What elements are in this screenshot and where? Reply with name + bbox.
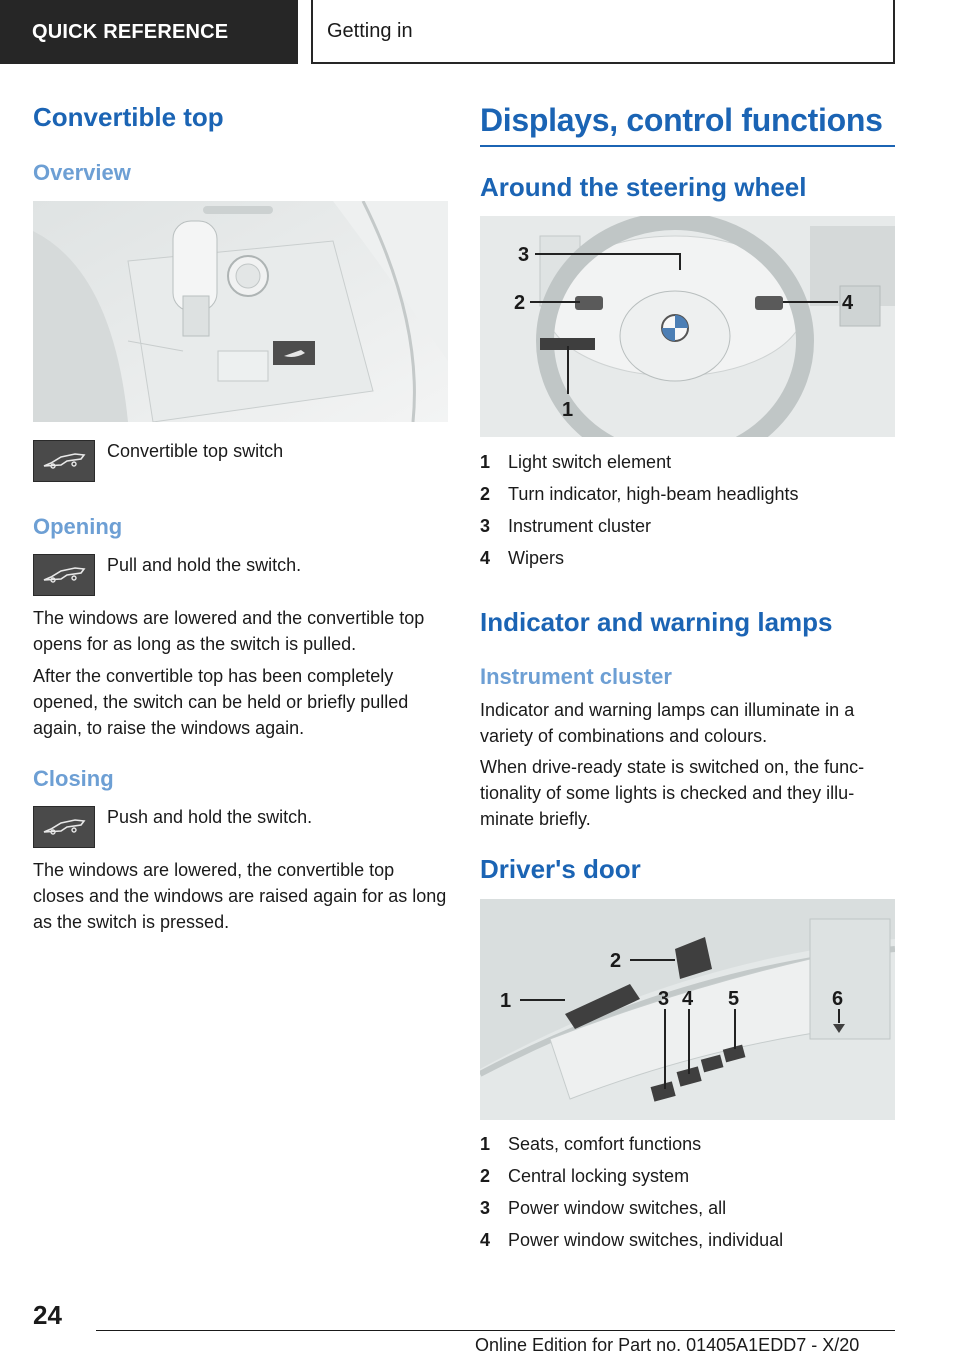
legend-text: Instrument cluster [508, 516, 652, 536]
legend-number: 3 [480, 1198, 491, 1218]
door-callout-1: 1 [500, 990, 512, 1012]
door-callout-4: 4 [682, 988, 694, 1010]
heading-instrument-cluster: Instrument cluster [480, 664, 672, 689]
steering-callout-1: 1 [562, 399, 574, 421]
chapter-tab[interactable]: Getting in [311, 0, 895, 64]
legend-number: 4 [480, 548, 491, 568]
opening-switch-image [33, 554, 95, 596]
section-title-convertible-top: Convertible top [33, 102, 224, 132]
legend-text: Wipers [508, 548, 565, 568]
steering-wheel-photo [480, 216, 895, 437]
steering-legend [480, 449, 895, 577]
section-title-displays: Displays, control functions [480, 102, 883, 138]
opening-paragraph-1: The windows are lowered and the convertible top opens for as long as the switch is pulled. [33, 608, 425, 654]
heading-overview: Overview [33, 160, 131, 185]
legend-number: 4 [480, 1230, 491, 1250]
opening-paragraph-2: After the convertible top has been completely opened, the switch can be held or briefly pulled again, to raise the windows again. [33, 666, 409, 738]
legend-number: 3 [480, 516, 491, 536]
closing-paragraph-1: The windows are lowered, the convertible top closes and the windows are raised again for as long as the switch is pressed. [33, 860, 447, 932]
center-console-illustration [33, 201, 448, 422]
title-rule [480, 145, 895, 147]
legend-text: Power window switches, individual [508, 1230, 784, 1250]
page-number: 24 [33, 1300, 62, 1330]
legend-text: Central locking system [508, 1166, 690, 1186]
heading-indicator-warning-lamps: Indicator and warning lamps [480, 607, 833, 637]
closing-switch-image [33, 806, 95, 848]
steering-wheel-illustration [480, 216, 895, 437]
door-callout-6: 6 [832, 988, 844, 1010]
lamps-paragraph-2: When drive-ready state is switched on, the func-tionality of some lights is checked and they illu-minate briefly. [480, 757, 865, 829]
heading-drivers-door: Driver's door [480, 854, 641, 884]
page-header [0, 0, 960, 66]
closing-instruction: Push and hold the switch. [107, 807, 313, 827]
door-callout-2: 2 [610, 950, 622, 972]
steering-callout-4: 4 [842, 292, 854, 314]
convertible-top-switch-image [33, 440, 95, 482]
door-legend [480, 1131, 895, 1259]
legend-number: 2 [480, 484, 491, 504]
door-callout-5: 5 [728, 988, 740, 1010]
legend-text: Seats, comfort functions [508, 1134, 702, 1154]
console-photo [33, 201, 448, 422]
convertible-car-icon [41, 817, 87, 837]
section-tab[interactable]: QUICK REFERENCE [0, 0, 298, 64]
door-panel-illustration [480, 899, 895, 1120]
opening-instruction: Pull and hold the switch. [107, 555, 302, 575]
heading-closing: Closing [33, 766, 114, 791]
legend-number: 1 [480, 452, 491, 472]
legend-text: Light switch element [508, 452, 672, 472]
heading-opening: Opening [33, 514, 123, 539]
steering-callout-3: 3 [518, 244, 530, 266]
drivers-door-photo [480, 899, 895, 1120]
lamps-paragraph-1: Indicator and warning lamps can illuminate in a variety of combinations and colours. [480, 700, 855, 746]
switch-caption: Convertible top switch [107, 441, 284, 461]
convertible-car-icon [41, 451, 87, 471]
steering-callout-2: 2 [514, 292, 526, 314]
legend-number: 2 [480, 1166, 491, 1186]
door-callout-3: 3 [658, 988, 670, 1010]
legend-number: 1 [480, 1134, 491, 1154]
convertible-car-icon [41, 565, 87, 585]
legend-text: Power window switches, all [508, 1198, 727, 1218]
heading-around-steering-wheel: Around the steering wheel [480, 172, 807, 202]
footer-rule [96, 1330, 895, 1331]
legend-text: Turn indicator, high-beam headlights [508, 484, 799, 504]
edition-note: Online Edition for Part no. 01405A1EDD7 - X/20 [475, 1335, 860, 1355]
